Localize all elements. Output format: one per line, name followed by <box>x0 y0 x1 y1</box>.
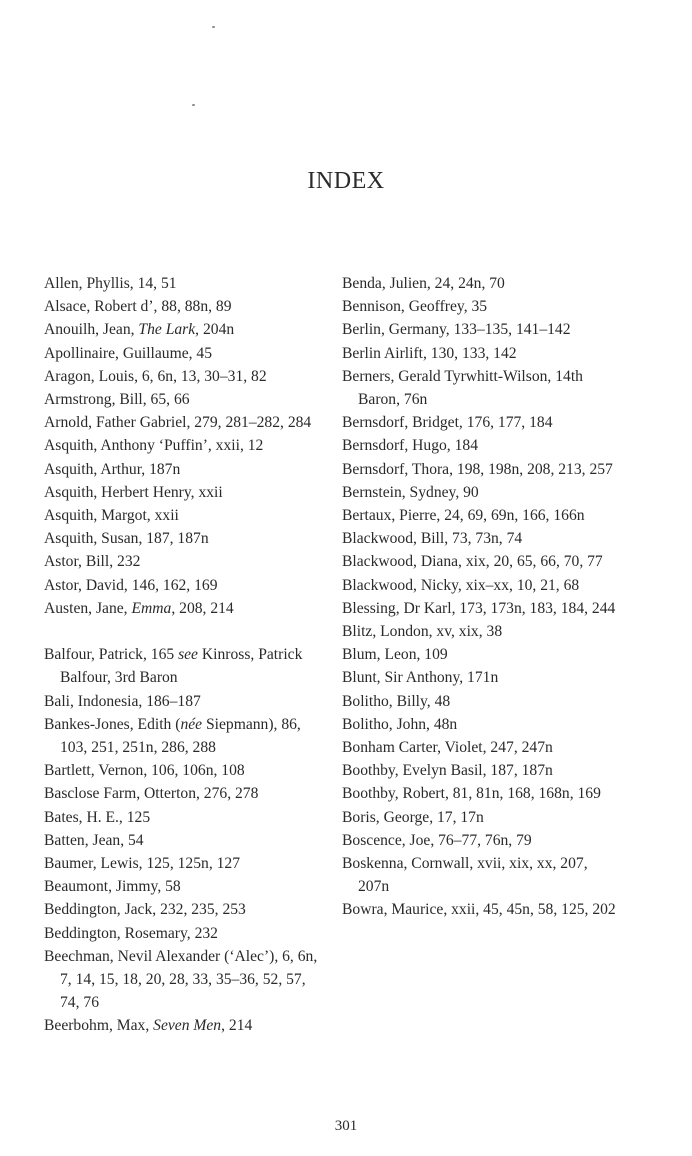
entry-text: Bates, H. E., 125 <box>44 808 151 826</box>
index-entry <box>342 620 622 643</box>
entry-text: Armstrong, Bill, 65, 66 <box>44 391 190 409</box>
entry-text: , 204n <box>195 321 235 339</box>
index-entry <box>44 829 320 852</box>
entry-text: Blum, Leon, 109 <box>342 646 448 664</box>
index-entry <box>342 759 622 782</box>
entry-text: Boscence, Joe, 76–77, 76n, 79 <box>342 831 532 849</box>
entry-text: , 208, 214 <box>171 599 234 617</box>
index-entry <box>342 666 622 689</box>
entry-text: Beddington, Rosemary, 232 <box>44 924 218 942</box>
entry-text: Astor, Bill, 232 <box>44 553 141 571</box>
index-entry <box>342 272 622 295</box>
index-entry <box>44 272 320 295</box>
index-entry <box>44 434 320 457</box>
entry-text: Beechman, Nevil Alexander (‘Alec’), 6, 6n, 7, 14, 15, 18, 20, 28, 33, 35–36, 52, 57, 74, 76 <box>44 947 318 1012</box>
entry-text: Bankes-Jones, Edith ( <box>44 715 181 733</box>
index-entry <box>342 295 622 318</box>
index-entry <box>342 458 622 481</box>
entry-text: Boskenna, Cornwall, xvii, xix, xx, 207, 207n <box>342 855 588 896</box>
page-title: INDEX <box>307 168 385 194</box>
entry-text: Boris, George, 17, 17n <box>342 808 484 826</box>
ink-speck-mid <box>192 104 195 106</box>
page-number: 301 <box>334 1118 358 1134</box>
index-entry <box>44 898 320 921</box>
entry-text: Balfour, Patrick, 165 <box>44 646 179 664</box>
entry-text: Boothby, Evelyn Basil, 187, 187n <box>342 762 553 780</box>
index-entry <box>44 643 320 689</box>
index-entry <box>342 690 622 713</box>
entry-text: Basclose Farm, Otterton, 276, 278 <box>44 785 259 803</box>
entry-text: Blackwood, Diana, xix, 20, 65, 66, 70, 77 <box>342 553 603 571</box>
entry-text: Asquith, Susan, 187, 187n <box>44 530 209 548</box>
index-entry <box>44 481 320 504</box>
index-entry <box>342 411 622 434</box>
entry-text: Asquith, Margot, xxii <box>44 507 179 525</box>
entry-italic-text: Seven Men <box>153 1017 222 1035</box>
index-entry <box>44 759 320 782</box>
index-entry <box>44 458 320 481</box>
index-column-right <box>342 272 622 922</box>
entry-text: Kinross, Patrick Balfour, 3rd Baron <box>60 646 303 687</box>
entry-text: Bali, Indonesia, 186–187 <box>44 692 201 710</box>
index-entry <box>342 782 622 805</box>
index-entry <box>342 852 622 898</box>
entry-text: Aragon, Louis, 6, 6n, 13, 30–31, 82 <box>44 367 267 385</box>
entry-text: Blackwood, Nicky, xix–xx, 10, 21, 68 <box>342 576 580 594</box>
index-entry <box>342 806 622 829</box>
index-entry <box>44 713 320 759</box>
entry-text: Benda, Julien, 24, 24n, 70 <box>342 275 505 292</box>
index-entry <box>342 643 622 666</box>
entry-text: Asquith, Herbert Henry, xxii <box>44 483 223 501</box>
entry-text: Beerbohm, Max, <box>44 1017 154 1035</box>
index-entry <box>44 1014 320 1037</box>
index-column-left <box>44 272 320 1038</box>
entry-text: Bennison, Geoffrey, 35 <box>342 298 488 316</box>
index-entry <box>44 690 320 713</box>
index-entry <box>44 945 320 1015</box>
index-entry <box>342 365 622 411</box>
entry-text: Berlin Airlift, 130, 133, 142 <box>342 344 517 362</box>
entry-text: Asquith, Anthony ‘Puffin’, xxii, 12 <box>44 437 264 455</box>
index-entry <box>44 852 320 875</box>
entry-italic-text: née <box>180 715 203 733</box>
entry-text: Alsace, Robert d’, 88, 88n, 89 <box>44 298 232 316</box>
entry-text: Berlin, Germany, 133–135, 141–142 <box>342 321 571 339</box>
entry-italic-text: Emma <box>131 599 172 617</box>
index-entry <box>342 342 622 365</box>
entry-text: Arnold, Father Gabriel, 279, 281–282, 284 <box>44 414 312 432</box>
index-entry <box>44 342 320 365</box>
index-entry <box>44 504 320 527</box>
index-entry <box>342 736 622 759</box>
index-entry <box>44 550 320 573</box>
index-entry <box>44 388 320 411</box>
index-entry <box>44 318 320 341</box>
index-entry <box>44 806 320 829</box>
index-entry <box>44 574 320 597</box>
entry-text: Bonham Carter, Violet, 247, 247n <box>342 739 553 757</box>
index-entry <box>342 481 622 504</box>
entry-text: Batten, Jean, 54 <box>44 831 144 849</box>
index-entry <box>342 318 622 341</box>
entry-text: Bernsdorf, Thora, 198, 198n, 208, 213, 257 <box>342 460 613 478</box>
entry-text: Bowra, Maurice, xxii, 45, 45n, 58, 125, 202 <box>342 901 616 919</box>
index-entry <box>342 574 622 597</box>
entry-text: Boothby, Robert, 81, 81n, 168, 168n, 169 <box>342 785 601 803</box>
entry-text: Bertaux, Pierre, 24, 69, 69n, 166, 166n <box>342 507 585 525</box>
entry-italic-text: The Lark <box>138 321 196 339</box>
index-entry <box>342 597 622 620</box>
entry-text: Bernsdorf, Bridget, 176, 177, 184 <box>342 414 553 432</box>
index-entry <box>44 922 320 945</box>
entry-text: Austen, Jane, <box>44 599 132 617</box>
index-entry <box>44 365 320 388</box>
entry-text: Blitz, London, xv, xix, 38 <box>342 623 503 641</box>
entry-text: Baumer, Lewis, 125, 125n, 127 <box>44 855 241 873</box>
entry-text: Apollinaire, Guillaume, 45 <box>44 344 213 362</box>
entry-text: Bernstein, Sydney, 90 <box>342 483 479 501</box>
entry-text: Beddington, Jack, 232, 235, 253 <box>44 901 246 919</box>
index-entry <box>342 504 622 527</box>
index-entry <box>342 434 622 457</box>
entry-text: Bartlett, Vernon, 106, 106n, 108 <box>44 762 245 780</box>
entry-text: , 214 <box>221 1017 253 1035</box>
entry-italic-text: see <box>178 646 198 664</box>
index-entry <box>44 875 320 898</box>
index-entry <box>44 411 320 434</box>
entry-text: Siepmann), 86, 103, 251, 251n, 286, 288 <box>60 715 301 757</box>
entry-text: Blackwood, Bill, 73, 73n, 74 <box>342 530 523 548</box>
entry-text: Bernsdorf, Hugo, 184 <box>342 437 478 455</box>
index-entry <box>44 295 320 318</box>
index-entry <box>342 527 622 550</box>
index-entry <box>44 527 320 550</box>
entry-text: Astor, David, 146, 162, 169 <box>44 576 218 594</box>
index-entry <box>342 898 622 921</box>
entry-text: Bolitho, John, 48n <box>342 715 458 733</box>
entry-text: Asquith, Arthur, 187n <box>44 460 181 478</box>
index-entry <box>44 597 320 620</box>
entry-text: Allen, Phyllis, 14, 51 <box>44 275 177 292</box>
entry-text: Blessing, Dr Karl, 173, 173n, 183, 184, 244 <box>342 599 616 617</box>
entry-text: Beaumont, Jimmy, 58 <box>44 878 181 896</box>
index-entry <box>342 713 622 736</box>
entry-text: Bolitho, Billy, 48 <box>342 692 451 710</box>
ink-speck-top <box>212 26 215 28</box>
entry-text: Blunt, Sir Anthony, 171n <box>342 669 499 687</box>
entry-text: Anouilh, Jean, <box>44 321 139 339</box>
index-entry <box>342 829 622 852</box>
index-entry <box>342 550 622 573</box>
index-entry <box>44 782 320 805</box>
entry-text: Berners, Gerald Tyrwhitt-Wilson, 14th Baron, 76n <box>342 367 583 409</box>
